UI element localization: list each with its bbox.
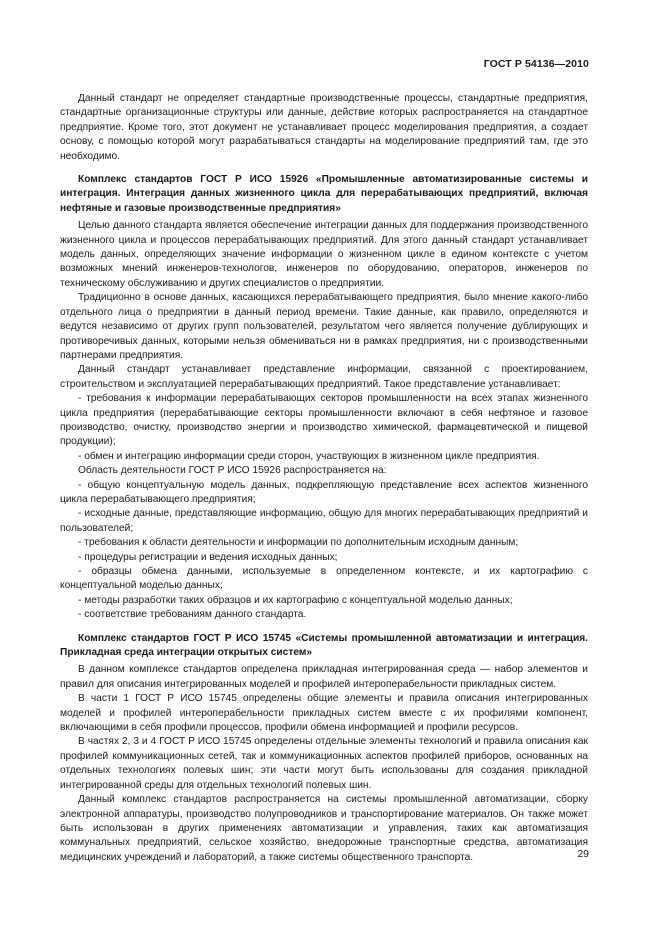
section-heading: Комплекс стандартов ГОСТ Р ИСО 15926 «Промышленные автоматизированные системы и интеграция. Интеграция данных жизненного цикла для перерабатывающих предприятий, включая нефтяные и газовые производственные предприятия» xyxy=(60,174,588,214)
paragraph: Традиционно в основе данных, касающихся перерабатывающего предприятия, было мнение какого-либо отдельного лица о предприятии в данный период времени. Такие данные, как правило, определяются и ведутся независимо от других групп пользователей, результатом чего является получение дублирующих и противоречивых данных, которыми нельзя обмениваться ни в рамках предприятия, ни с производственными партнерами предприятия. xyxy=(60,292,588,361)
paragraph: Данный комплекс стандартов распространяется на системы промышленной автоматизации, сборку электронной аппаратуры, производство полупроводников и транспортирование материалов. Он также может быть использован в других применениях автоматизации и управления, таких как автоматизация коммунальных предприятий, сельское хозяйство, внедорожные транспортные средства, автоматизация медицинских учреждений и лабораторий, а также системы общественного транспорта. xyxy=(60,794,588,863)
list-item: - соответствие требованиям данного стандарта. xyxy=(78,609,307,621)
document-body xyxy=(60,92,588,865)
paragraph: Данный стандарт устанавливает представление информации, связанной с проектированием, строительством и эксплуатацией перерабатывающих предприятий. Такое представление устанавливает: xyxy=(60,364,588,390)
list-item: - требования к области деятельности и информации по дополнительным исходным данным; xyxy=(78,537,519,549)
list-item: - процедуры регистрации и ведения исходных данных; xyxy=(78,551,338,563)
paragraph: В данном комплексе стандартов определена прикладная интегрированная среда — набор элементов и правил для описания интегрированных моделей и профилей интероперабельности прикладных систем. xyxy=(60,664,588,690)
list-item: - исходные данные, представляющие информацию, общую для многих перерабатывающих предприятий и пользователей; xyxy=(60,508,588,534)
section-heading: Комплекс стандартов ГОСТ Р ИСО 15745 «Системы промышленной автоматизации и интеграция. Прикладная среда интеграции открытых систем» xyxy=(60,632,588,659)
paragraph: Данный стандарт не определяет стандартные производственные процессы, стандартные предприятия, стандартные организационные структуры или данные, действие которых распространяется на стандартное предприятие. Кроме того, этот документ не устанавливает процесс моделирования предприятия, а создает основу, с помощью которой могут разрабатываться стандарты на моделирование предприятий там, где это необходимо. xyxy=(60,93,588,162)
paragraph: В частях 2, 3 и 4 ГОСТ Р ИСО 15745 определены отдельные элементы технологий и правила описания как профилей коммуникационных сетей, так и коммуникационных аспектов профилей приборов, основанных на отдельных технологиях полевых шин; эти части могут быть использованы для создания прикладной интегрированной среды для отдельных технологий полевых шин. xyxy=(60,736,588,791)
paragraph: В части 1 ГОСТ Р ИСО 15745 определены общие элементы и правила описания интегрированных моделей и профилей интероперабельности прикладных систем вместе с их профилями компонент, включающими в себя профили процессов, профили обмена информацией и профили ресурсов. xyxy=(60,693,588,734)
list-item: - общую концептуальную модель данных, подкрепляющую представление всех аспектов жизненного цикла перерабатывающего предприятия; xyxy=(60,479,588,505)
list-item: - требования к информации перерабатывающих секторов промышленности на всех этапах жизненного цикла предприятия (перерабатывающие секторы промышленности включают в себя нефтяное и газовое производство, очистку, производство энергии и производство химической, фармацевтической и пищевой продукции); xyxy=(60,393,588,448)
list-item: - обмен и интеграцию информации среди сторон, участвующих в жизненном цикле предприятия. xyxy=(78,450,540,462)
list-item: - методы разработки таких образцов и их картографию с концептуальной моделью данных; xyxy=(78,594,513,606)
document-standard-code: ГОСТ Р 54136—2010 xyxy=(483,58,589,70)
list-item: - образцы обмена данными, используемые в определенном контексте, и их картографию с концептуальной моделью данных; xyxy=(60,566,588,592)
page-number: 29 xyxy=(577,848,589,860)
paragraph: Область деятельности ГОСТ Р ИСО 15926 распространяется на: xyxy=(78,465,387,477)
paragraph: Целью данного стандарта является обеспечение интеграции данных для поддержания производственного жизненного цикла и процессов перерабатывающих предприятий. Для этого данный стандарт устанавливает модель данных, определяющих значение информации о жизненном цикле в едином контексте с учетом возможных мнений инженеров-технологов, инженеров по оборудованию, операторов, инженеров по техническому обслуживанию и других специалистов о предприятии. xyxy=(60,220,588,289)
